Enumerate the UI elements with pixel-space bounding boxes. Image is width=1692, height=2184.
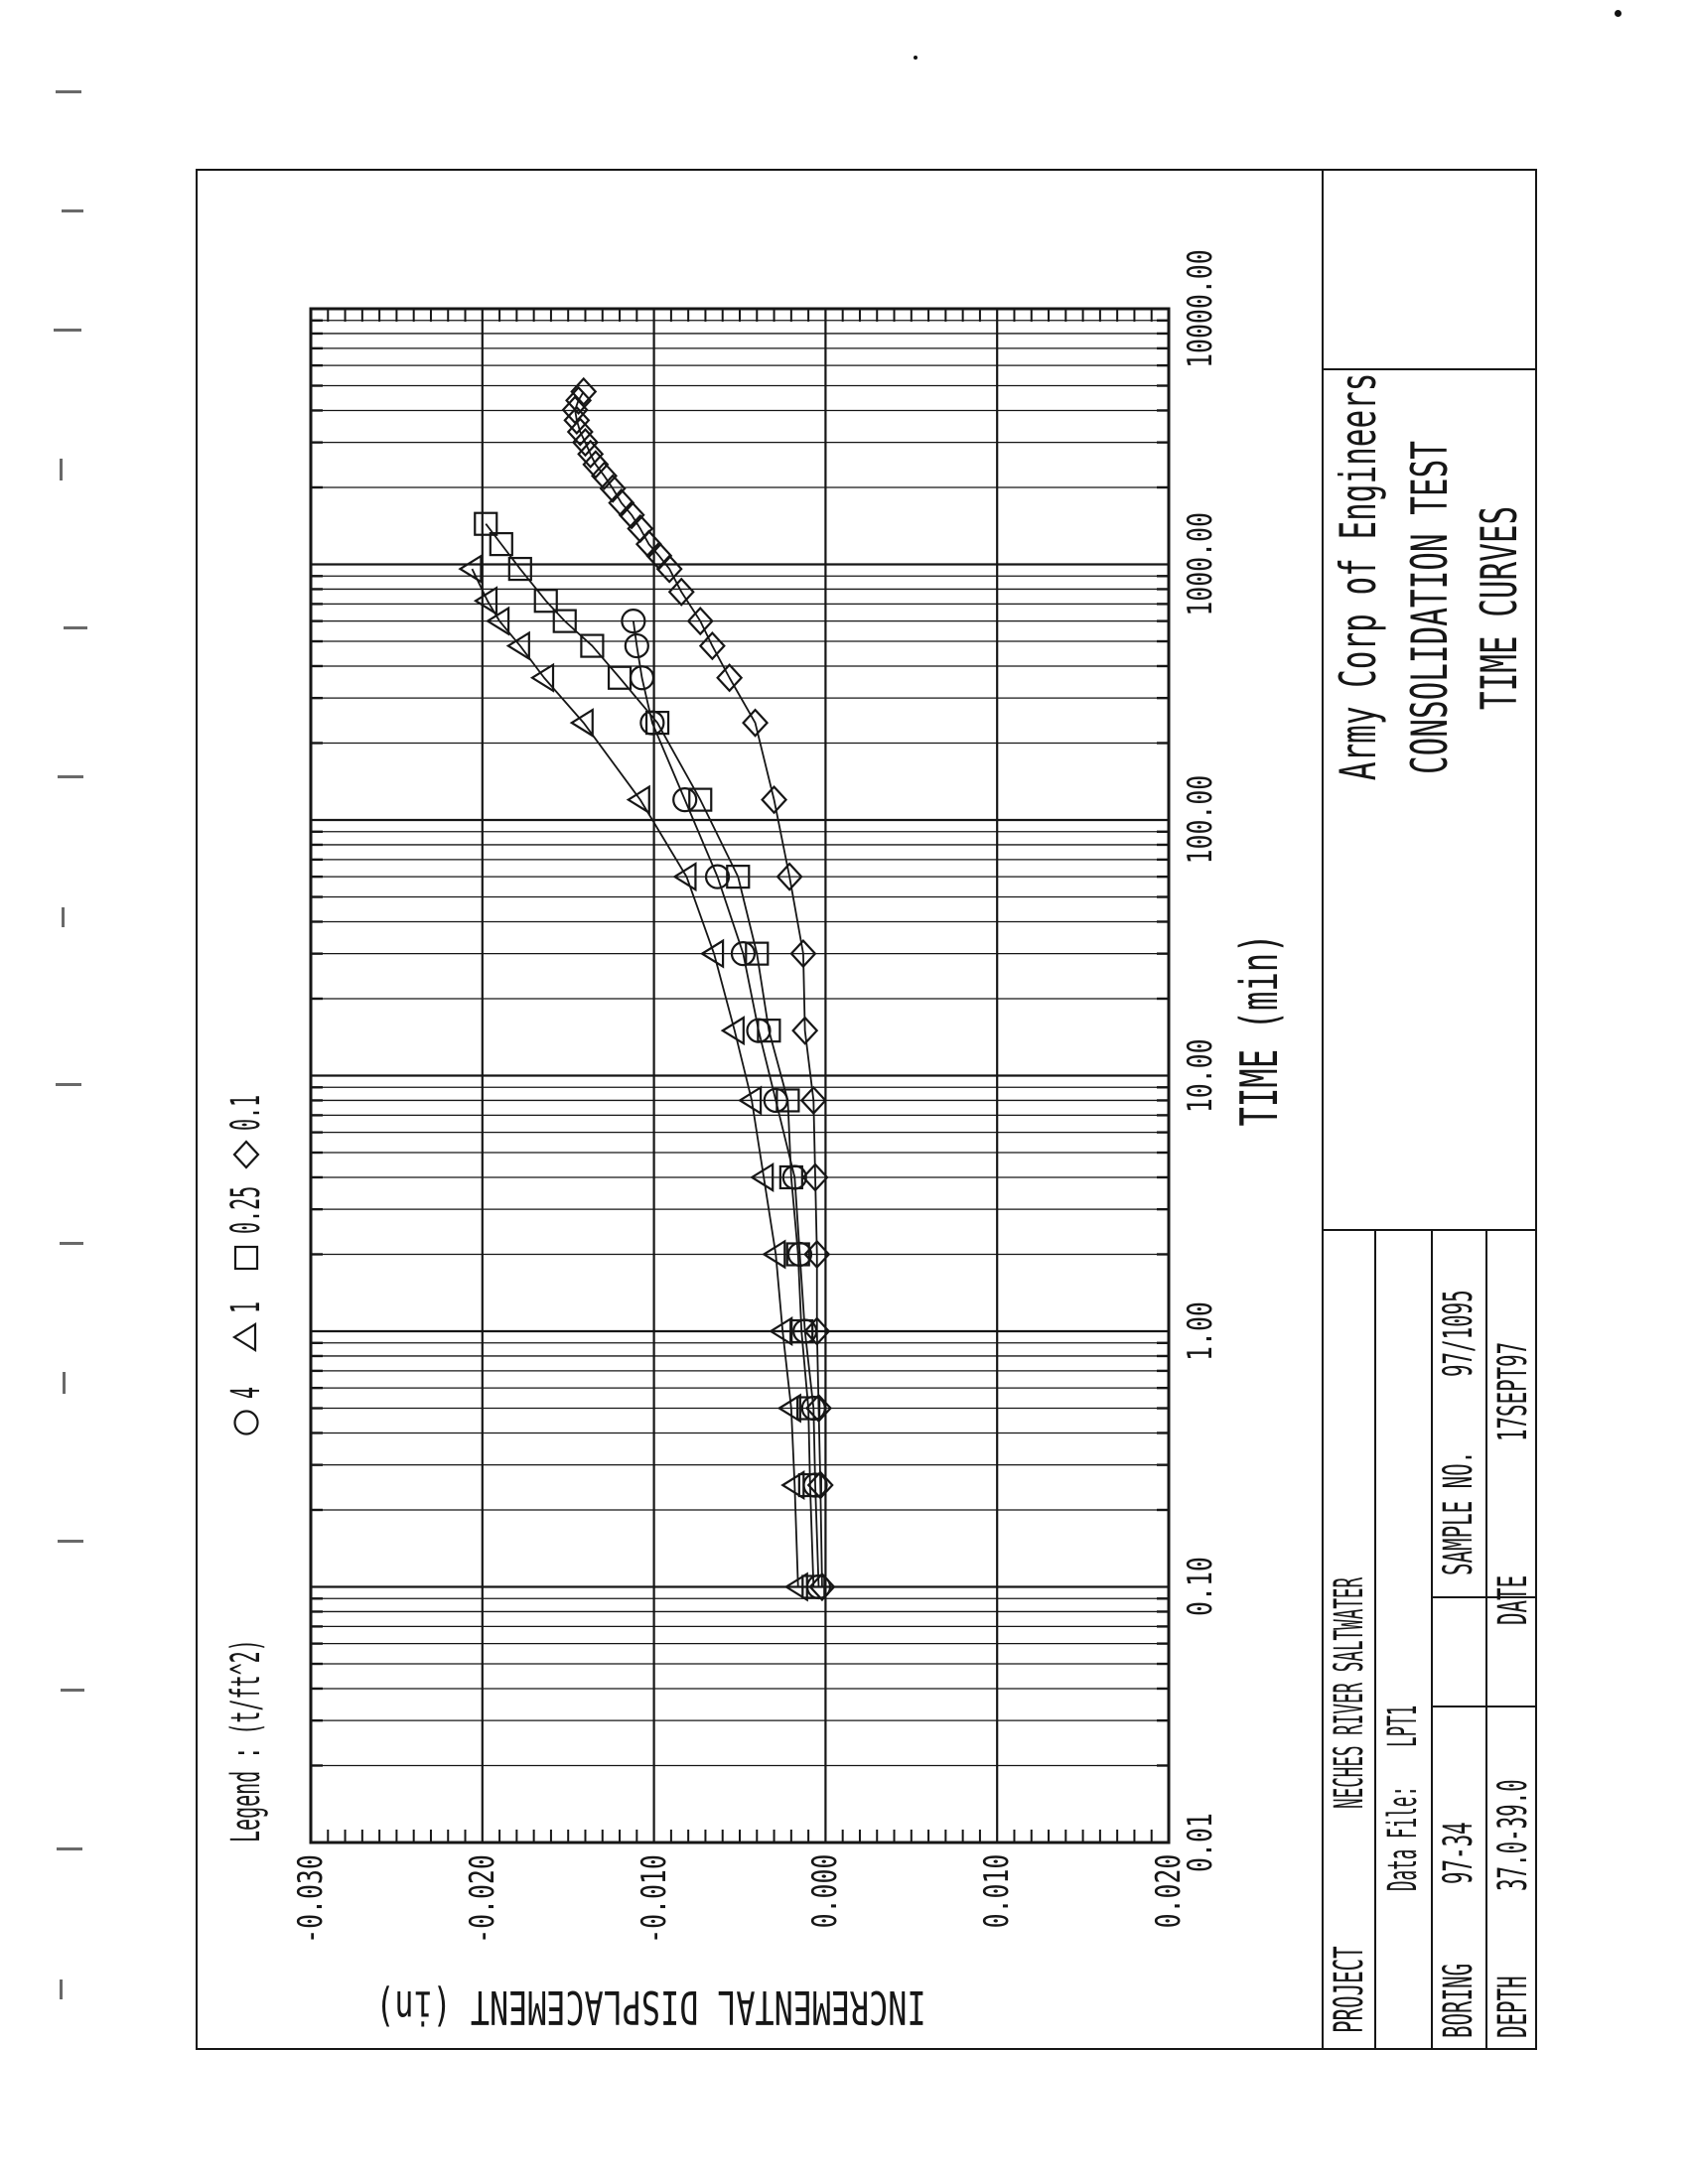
time-axis-title: TIME (min) <box>1230 933 1290 1127</box>
date-label: DATE <box>1490 1574 1536 1625</box>
time-tick-label <box>1181 456 1220 674</box>
legend-item-1 <box>224 1290 268 1352</box>
legend-item-label: 1 <box>223 1300 269 1313</box>
displacement-axis-title: INCREMENTAL DISPLACEMENT (in) <box>375 1980 926 2034</box>
scan-artifact <box>56 90 81 93</box>
titleblock-top-border <box>1322 169 1324 2050</box>
scan-artifact <box>60 1979 63 1999</box>
plot-subtitle: TIME CURVES <box>1471 505 1528 710</box>
sample-label: SAMPLE NO. <box>1436 1450 1481 1575</box>
boring-label: BORING <box>1436 1963 1481 2038</box>
triangle-marker <box>460 556 481 582</box>
time-tick-text: 0.10 <box>1181 1557 1220 1617</box>
scan-artifact <box>62 907 65 927</box>
depth-label: DEPTH <box>1490 1976 1536 2038</box>
time-tick-text: 10000.00 <box>1181 249 1220 368</box>
scan-artifact <box>64 626 87 629</box>
displacement-tick-text: 0.010 <box>977 1854 1018 1929</box>
displacement-tick-text: -0.020 <box>462 1854 502 1944</box>
time-tick-label <box>1181 967 1220 1185</box>
displacement-tick-label <box>463 1854 502 2073</box>
scan-speck <box>914 56 917 60</box>
date-value: 17SEPT97 <box>1490 1341 1536 1441</box>
scan-artifact <box>62 209 83 212</box>
legend-item-0.1 <box>224 1059 268 1169</box>
scan-artifact <box>56 1083 81 1086</box>
legend-item-label: 0.1 <box>223 1094 269 1131</box>
displacement-tick-text: -0.030 <box>291 1854 331 1944</box>
scan-speck <box>1615 10 1622 17</box>
scan-artifact <box>58 1540 83 1543</box>
triangle-marker <box>723 1018 744 1043</box>
triangle-icon <box>231 1322 261 1352</box>
agency-title: Army Corp of Engineers <box>1330 372 1387 781</box>
scan-artifact <box>61 1689 84 1692</box>
scan-artifact <box>60 1242 83 1245</box>
titleblock-row-line-1 <box>1374 1231 1376 2050</box>
project-label: PROJECT <box>1327 1946 1372 2033</box>
time-tick-text: 10.00 <box>1181 1038 1220 1113</box>
scan-artifact <box>63 1372 66 1394</box>
boring-value: 97-34 <box>1436 1822 1481 1884</box>
diamond-marker <box>234 1142 258 1167</box>
displacement-tick-label <box>977 1854 1017 2073</box>
series-line-triangle <box>472 569 797 1586</box>
triangle-marker <box>782 1472 803 1498</box>
time-tick-label <box>1181 1222 1220 1440</box>
scan-artifact <box>60 459 63 480</box>
time-tick-text: 100.00 <box>1181 775 1220 865</box>
time-tick-label <box>1181 711 1220 929</box>
project-value: NECHES RIVER SALTWATER <box>1327 1576 1372 1809</box>
datafile-label: Data File: <box>1380 1786 1426 1891</box>
legend-item-label: 0.25 <box>223 1185 269 1234</box>
time-tick-label <box>1181 200 1220 418</box>
circle-icon <box>231 1408 261 1437</box>
legend-label: Legend : (t/ft^2) <box>223 1639 269 1843</box>
time-tick-text: 1000.00 <box>1181 512 1220 616</box>
square-marker <box>475 513 496 535</box>
displacement-tick-label <box>634 1854 674 2073</box>
legend-item-label: 4 <box>223 1386 269 1399</box>
scan-artifact <box>54 329 81 332</box>
titleblock-col-line-3 <box>1322 1229 1537 1231</box>
test-title: CONSOLIDATION TEST <box>1401 441 1459 774</box>
titleblock-row-line-3 <box>1485 1231 1487 2050</box>
datafile-value: LPT1 <box>1380 1705 1426 1747</box>
displacement-tick-label <box>1149 1854 1189 2073</box>
scan-artifact <box>58 775 83 778</box>
legend-item-4 <box>224 1375 268 1437</box>
series-line-circle <box>634 621 819 1587</box>
displacement-tick-label <box>805 1854 845 2073</box>
depth-value: 37.0-39.0 <box>1490 1779 1536 1891</box>
time-tick-label <box>1181 1478 1220 1697</box>
circle-marker <box>235 1412 258 1434</box>
square-icon <box>231 1243 261 1273</box>
square-marker <box>235 1247 257 1269</box>
displacement-tick-text: 0.020 <box>1149 1854 1189 1929</box>
time-tick-text: 0.01 <box>1181 1813 1220 1872</box>
consolidation-time-curves-plot <box>311 309 1169 1843</box>
displacement-tick-text: -0.010 <box>634 1854 674 1944</box>
scan-artifact <box>57 1847 82 1850</box>
diamond-icon <box>231 1140 261 1169</box>
chart-legend <box>224 651 268 1843</box>
displacement-tick-text: 0.000 <box>805 1854 846 1929</box>
triangle-marker <box>532 665 553 691</box>
titleblock-row-line-2 <box>1431 1231 1433 2050</box>
displacement-tick-label <box>291 1854 331 2073</box>
sample-value: 97/1095 <box>1436 1290 1481 1377</box>
triangle-marker <box>234 1324 255 1350</box>
plot-area <box>311 309 1169 1843</box>
time-tick-text: 1.00 <box>1181 1301 1220 1361</box>
